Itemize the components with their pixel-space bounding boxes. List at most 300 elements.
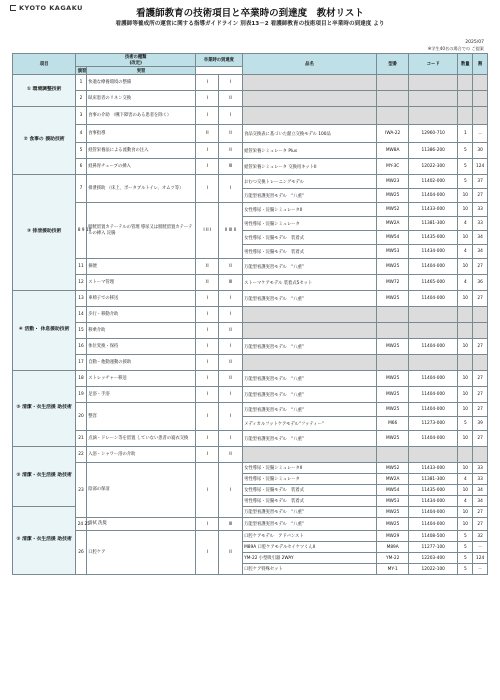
quantity: 10 xyxy=(458,371,473,387)
quantity: 5 xyxy=(458,159,473,175)
model-number: MW25 xyxy=(377,507,409,518)
ratio: 27 xyxy=(473,291,488,307)
table-row xyxy=(13,259,488,275)
model-number: MW25 xyxy=(377,259,409,275)
model-number: MW2A xyxy=(377,217,409,231)
skill-number: 15 xyxy=(76,323,87,339)
product-code xyxy=(408,307,457,323)
date-label: 2025/07 xyxy=(465,40,484,45)
product-code xyxy=(408,91,457,107)
header-product: 品名 xyxy=(242,54,377,75)
product-code: 11404-000 xyxy=(408,339,457,355)
skill-number: 16 xyxy=(76,339,87,355)
model-number: M66 xyxy=(377,417,409,431)
skill-number: 11 xyxy=(76,259,87,275)
product-code: 11404-000 xyxy=(408,189,457,203)
quantity: 5 xyxy=(458,175,473,189)
level-clinical: I xyxy=(219,403,242,431)
quantity xyxy=(458,323,473,339)
skill-name: 歩行・移動介助 xyxy=(86,307,196,323)
product-code xyxy=(408,323,457,339)
quantity: 10 xyxy=(458,291,473,307)
skill-number: 19 xyxy=(76,387,87,403)
model-number: MW53 xyxy=(377,245,409,259)
ratio: 27 xyxy=(473,259,488,275)
level-practice: I xyxy=(196,403,219,431)
product-name xyxy=(242,75,377,91)
quantity: 10 xyxy=(458,463,473,474)
skill-number: 24 25 xyxy=(76,518,87,531)
level-practice: I xyxy=(196,387,219,403)
skill-name: 快適な療養環境の整備 xyxy=(86,75,196,91)
product-code: 11404-000 xyxy=(408,259,457,275)
product-name: 万能型看護実習モデル “八重” xyxy=(242,403,377,417)
product-code: 11404-000 xyxy=(408,291,457,307)
table-row xyxy=(13,75,488,91)
quantity: 10 xyxy=(458,431,473,447)
quantity xyxy=(458,91,473,107)
product-name: 口腔ケアモデル アドバンスト xyxy=(242,531,377,542)
product-name xyxy=(242,91,377,107)
table-row xyxy=(13,371,488,387)
quantity: 4 xyxy=(458,275,473,291)
ratio: 33 xyxy=(473,474,488,485)
product-name: YM-22 小型吸引器 2WAY xyxy=(242,553,377,564)
model-number: MW2A xyxy=(377,474,409,485)
level-clinical: I xyxy=(219,107,242,125)
ratio: 39 xyxy=(473,417,488,431)
ratio xyxy=(473,91,488,107)
skill-number: 1 xyxy=(76,75,87,91)
product-name: 男性導尿・浣腸モデル 装着式 xyxy=(242,496,377,507)
quantity xyxy=(458,107,473,125)
level-clinical: I xyxy=(219,291,242,307)
model-number: MW25 xyxy=(377,403,409,417)
model-number: MW72 xyxy=(377,275,409,291)
table-row xyxy=(13,403,488,417)
quantity: 5 xyxy=(458,564,473,575)
table-row xyxy=(13,159,488,175)
skill-name: 口腔ケア xyxy=(86,531,196,575)
header-code: コード xyxy=(408,54,457,75)
product-name: 経管栄養シミュレータ Plus xyxy=(242,143,377,159)
skill-name: 整容 xyxy=(86,403,196,431)
level-clinical: II III II xyxy=(219,203,242,259)
model-number: MW29 xyxy=(377,531,409,542)
ratio: － xyxy=(473,564,488,575)
product-code: 11402-000 xyxy=(408,175,457,189)
skill-number: 14 xyxy=(76,307,87,323)
level-practice: II xyxy=(196,259,219,275)
quantity: 10 xyxy=(458,403,473,417)
header-skill: 技術の種類 (改定) xyxy=(76,54,196,67)
table-row xyxy=(13,531,488,542)
quantity: 10 xyxy=(458,203,473,217)
level-practice: I xyxy=(196,75,219,91)
product-code: 11404-000 xyxy=(408,403,457,417)
skill-number: 26 xyxy=(76,531,87,575)
product-name xyxy=(242,447,377,463)
product-name: 万能型看護実習モデル “八重” xyxy=(242,291,377,307)
table-row xyxy=(13,518,488,531)
quantity: 5 xyxy=(458,417,473,431)
ratio: 27 xyxy=(473,371,488,387)
ratio: 27 xyxy=(473,189,488,203)
product-code: 11435-000 xyxy=(408,231,457,245)
model-number: MY-3C xyxy=(377,159,409,175)
table-row xyxy=(13,175,488,189)
product-name: 男性導尿・浣腸シミュレータ xyxy=(242,474,377,485)
level-clinical: I xyxy=(219,75,242,91)
brand-name: KYOTO KAGAKU xyxy=(19,4,83,12)
model-number xyxy=(377,323,409,339)
level-practice: II xyxy=(196,275,219,291)
quantity: 4 xyxy=(458,496,473,507)
skill-name: 車椅子での移送 xyxy=(86,291,196,307)
skill-number: 4 xyxy=(76,125,87,143)
product-code xyxy=(408,75,457,91)
page-subtitle: 看護師等養成所の運営に関する指導ガイドライン 別表13－2 看護師教育の技術項目と卒業時の到達度 より xyxy=(115,21,385,27)
quantity: 10 xyxy=(458,339,473,355)
model-number xyxy=(377,447,409,463)
skill-name: 陰部の保清 xyxy=(86,463,196,518)
product-code: 12203-400 xyxy=(408,553,457,564)
table-row xyxy=(13,291,488,307)
level-practice: I xyxy=(196,175,219,203)
quantity: 10 xyxy=(458,387,473,403)
product-code: 11381-300 xyxy=(408,217,457,231)
quantity xyxy=(458,355,473,371)
model-number: M89A xyxy=(377,542,409,553)
product-code: 11404-000 xyxy=(408,431,457,447)
skill-number: 5 xyxy=(76,143,87,159)
table-row xyxy=(13,339,488,355)
table-row xyxy=(13,203,488,217)
ratio: 124 xyxy=(473,159,488,175)
level-clinical: III xyxy=(219,159,242,175)
category-cell: ② 食事の 援助技術 xyxy=(13,107,76,175)
product-name: 万能型看護実習モデル “八重” xyxy=(242,387,377,403)
table-row xyxy=(13,355,488,371)
model-number: MW53 xyxy=(377,496,409,507)
product-code: 11408-500 xyxy=(408,531,457,542)
skill-number: 20 xyxy=(76,403,87,431)
level-practice: I xyxy=(196,291,219,307)
category-cell: ⑤ 清潔・衣生活援 助技術 xyxy=(13,507,76,575)
skill-name: 食事指導 xyxy=(86,125,196,143)
quantity: 10 xyxy=(458,189,473,203)
level-clinical: I xyxy=(219,387,242,403)
skill-number: 7 xyxy=(76,175,87,203)
skill-name: 経管栄養法による流動食の注入 xyxy=(86,143,196,159)
level-clinical: II xyxy=(219,125,242,143)
ratio: 27 xyxy=(473,507,488,518)
product-code: 11433-000 xyxy=(408,203,457,217)
product-code: 11381-300 xyxy=(408,474,457,485)
skill-name: 移乗介助 xyxy=(86,323,196,339)
level-clinical: II xyxy=(219,371,242,387)
skill-number: 22 xyxy=(76,447,87,463)
category-cell: ⑤ 清潔・衣生活援 助技術 xyxy=(13,447,76,507)
ratio: － xyxy=(473,542,488,553)
product-name: 経管栄養シミュレータ 交換用キットII xyxy=(242,159,377,175)
skill-name: 摘便 xyxy=(86,259,196,275)
model-number: MY-1 xyxy=(377,564,409,575)
product-name xyxy=(242,323,377,339)
table-header-row xyxy=(13,54,488,67)
level-clinical: I xyxy=(219,339,242,355)
level-practice: I xyxy=(196,323,219,339)
skill-name: ストレッチャー移送 xyxy=(86,371,196,387)
product-name xyxy=(242,307,377,323)
quantity: 5 xyxy=(458,143,473,159)
level-practice: I xyxy=(196,371,219,387)
note-label: ※学生40名の場合での ご提案 xyxy=(427,46,484,51)
skill-name: 体位変換・保持 xyxy=(86,339,196,355)
header-level-practice: 演習 xyxy=(77,68,87,74)
ratio: 33 xyxy=(473,203,488,217)
ratio: 37 xyxy=(473,175,488,189)
header-level-clinical: 実習 xyxy=(86,67,196,75)
model-number xyxy=(377,91,409,107)
ratio: 32 xyxy=(473,531,488,542)
product-name: 女性導尿・浣腸モデル 装着式 xyxy=(242,231,377,245)
product-code: 12960-710 xyxy=(408,125,457,143)
level-practice: I xyxy=(196,447,219,463)
ratio: 27 xyxy=(473,339,488,355)
level-practice: I xyxy=(196,339,219,355)
header-model: 型番 xyxy=(377,54,409,75)
skill-number: 6 xyxy=(76,159,87,175)
level-clinical: II xyxy=(219,259,242,275)
product-name: メディカルフットケアモデル“フッティー” xyxy=(242,417,377,431)
category-cell: ① 環境調整技術 xyxy=(13,75,76,107)
product-name: 食品交換表に基づいた献立交換モデル 100品 xyxy=(242,125,377,143)
product-name: 万能型看護実習モデル “八重” xyxy=(242,431,377,447)
skill-number: 18 xyxy=(76,371,87,387)
ratio xyxy=(473,75,488,91)
product-code: 12022-300 xyxy=(408,159,457,175)
header-level: 卒業時の到達度 xyxy=(196,54,242,67)
skill-name: ストーマ管理 xyxy=(86,275,196,291)
product-name: おむつ交換トレーニングモデル xyxy=(242,175,377,189)
quantity: 5 xyxy=(458,553,473,564)
table-row xyxy=(13,107,488,125)
level-practice: I xyxy=(196,431,219,447)
level-clinical: III xyxy=(219,275,242,291)
model-number: MW25 xyxy=(377,387,409,403)
table-row xyxy=(13,307,488,323)
level-practice: I xyxy=(196,531,219,575)
level-clinical: II xyxy=(219,323,242,339)
ratio: 124 xyxy=(473,553,488,564)
model-number: MW25 xyxy=(377,291,409,307)
level-practice: I xyxy=(196,307,219,323)
skill-name: 清拭 洗髪 xyxy=(86,518,196,531)
table-row xyxy=(13,447,488,463)
quantity: 4 xyxy=(458,245,473,259)
model-number: MW25 xyxy=(377,189,409,203)
model-number: MW25 xyxy=(377,371,409,387)
product-name: 男性導尿・浣腸モデル 装着式 xyxy=(242,245,377,259)
model-number xyxy=(377,107,409,125)
product-code: 11404-000 xyxy=(408,507,457,518)
quantity xyxy=(458,307,473,323)
skill-number: 17 xyxy=(76,355,87,371)
skill-number: 13 xyxy=(76,291,87,307)
product-name: 万能型看護実習モデル “八重” xyxy=(242,518,377,531)
quantity xyxy=(458,75,473,91)
header-item: 項目 xyxy=(13,54,76,75)
product-name: M89A 口腔ケアモデルセイケツくんII xyxy=(242,542,377,553)
ratio: 34 xyxy=(473,496,488,507)
model-number: MW25 xyxy=(377,431,409,447)
category-cell: ⑤ 清潔・衣生活援 助技術 xyxy=(13,371,76,447)
level-clinical: I xyxy=(219,431,242,447)
skill-name: 点滴・ドレーン等を留置 していない患者の寝衣交換 xyxy=(86,431,196,447)
product-code: 11277-100 xyxy=(408,542,457,553)
skill-name: 入浴・シャワー浴の介助 xyxy=(86,447,196,463)
model-number: IWA-22 xyxy=(377,125,409,143)
level-practice: I xyxy=(196,107,219,125)
quantity: 5 xyxy=(458,531,473,542)
level-practice: I xyxy=(196,143,219,159)
product-code: 11435-000 xyxy=(408,485,457,496)
ratio xyxy=(473,447,488,463)
product-name: 万能型看護実習モデル “八重” xyxy=(242,507,377,518)
level-clinical: II xyxy=(219,91,242,107)
quantity: 4 xyxy=(458,217,473,231)
level-practice: I xyxy=(196,463,219,518)
product-code: 11273-000 xyxy=(408,417,457,431)
product-name xyxy=(242,355,377,371)
model-number: MW54 xyxy=(377,231,409,245)
product-name: 万能型看護実習モデル “八重” xyxy=(242,259,377,275)
product-code xyxy=(408,107,457,125)
table-row xyxy=(13,143,488,159)
ratio: 27 xyxy=(473,403,488,417)
table-row xyxy=(13,275,488,291)
skill-name: 臥床患者のリネン交換 xyxy=(86,91,196,107)
product-name xyxy=(242,107,377,125)
level-practice: I II I xyxy=(196,203,219,259)
product-code: 11434-000 xyxy=(408,245,457,259)
header-qty: 数量 xyxy=(458,54,473,75)
ratio: 30 xyxy=(473,143,488,159)
level-practice: I xyxy=(196,355,219,371)
ratio xyxy=(473,307,488,323)
category-cell: ③ 排泄援助技術 xyxy=(13,175,76,291)
level-clinical: I xyxy=(219,463,242,518)
skill-number: 12 xyxy=(76,275,87,291)
product-code: 11433-000 xyxy=(408,463,457,474)
level-practice: I xyxy=(196,518,219,531)
quantity: 4 xyxy=(458,474,473,485)
ratio: 27 xyxy=(473,431,488,447)
product-name: 男性導尿・浣腸シミュレータ xyxy=(242,217,377,231)
skill-number: 8 9 10 xyxy=(76,203,87,259)
ratio: 34 xyxy=(473,485,488,496)
quantity: 10 xyxy=(458,231,473,245)
table-row xyxy=(13,91,488,107)
model-number: MW54 xyxy=(377,485,409,496)
ratio: 33 xyxy=(473,217,488,231)
skill-number: 21 xyxy=(76,431,87,447)
product-code: 11404-000 xyxy=(408,518,457,531)
skill-name: 食事の介助 （嚥下障害のある患者を除く） xyxy=(86,107,196,125)
product-name: 女性導尿・浣腸シミュレータII xyxy=(242,463,377,474)
level-practice: II xyxy=(196,125,219,143)
model-number: MW25 xyxy=(377,518,409,531)
quantity: 10 xyxy=(458,259,473,275)
model-number xyxy=(377,75,409,91)
table-row xyxy=(13,431,488,447)
product-code xyxy=(408,355,457,371)
ratio: 34 xyxy=(473,231,488,245)
curriculum-table xyxy=(12,53,488,575)
product-code: 12022-100 xyxy=(408,564,457,575)
level-clinical: III xyxy=(219,518,242,531)
skill-number: 2 xyxy=(76,91,87,107)
model-number: MW23 xyxy=(377,175,409,189)
skill-name: 膀胱留置カテーテルの管理 導尿又は膀胱留置カテーテルの挿入 浣腸 xyxy=(86,203,196,259)
product-name: 女性導尿・浣腸シミュレータII xyxy=(242,203,377,217)
page-title: 看護師教育の技術項目と卒業時の到達度 教材リスト xyxy=(136,8,364,19)
product-name: 口腔ケア特殊セット xyxy=(242,564,377,575)
level-clinical: II xyxy=(219,355,242,371)
quantity xyxy=(458,447,473,463)
level-clinical: II xyxy=(219,531,242,575)
level-clinical: I xyxy=(219,307,242,323)
ratio xyxy=(473,355,488,371)
level-clinical: II xyxy=(219,447,242,463)
product-code: 11386-200 xyxy=(408,143,457,159)
table-row xyxy=(13,125,488,143)
product-name: 万能型看護実習モデル “八重” xyxy=(242,371,377,387)
skill-number: 23 xyxy=(76,463,87,518)
model-number: MW52 xyxy=(377,203,409,217)
model-number xyxy=(377,355,409,371)
product-code: 11434-000 xyxy=(408,496,457,507)
quantity: 10 xyxy=(458,507,473,518)
product-code: 11465-000 xyxy=(408,275,457,291)
ratio: 27 xyxy=(473,387,488,403)
level-clinical: II xyxy=(219,143,242,159)
ratio: 36 xyxy=(473,275,488,291)
table-row xyxy=(13,387,488,403)
table-row xyxy=(13,323,488,339)
quantity: 5 xyxy=(458,542,473,553)
quantity: 10 xyxy=(458,485,473,496)
ratio: 34 xyxy=(473,245,488,259)
model-number: MW25 xyxy=(377,339,409,355)
product-code: 11404-000 xyxy=(408,371,457,387)
skill-name: 自動・他動運動の援助 xyxy=(86,355,196,371)
level-practice: I xyxy=(196,91,219,107)
ratio xyxy=(473,107,488,125)
ratio: 33 xyxy=(473,463,488,474)
product-name: ストーマケアモデル 装着式5セット xyxy=(242,275,377,291)
model-number: MW52 xyxy=(377,463,409,474)
product-code xyxy=(408,447,457,463)
ratio: 27 xyxy=(473,518,488,531)
skill-number: 3 xyxy=(76,107,87,125)
skill-name: 経鼻胃チューブの挿入 xyxy=(86,159,196,175)
category-cell: ④ 活動・ 休息援助技術 xyxy=(13,291,76,371)
model-number xyxy=(377,307,409,323)
table-row xyxy=(13,463,488,474)
header-ratio: 割 xyxy=(473,54,488,75)
